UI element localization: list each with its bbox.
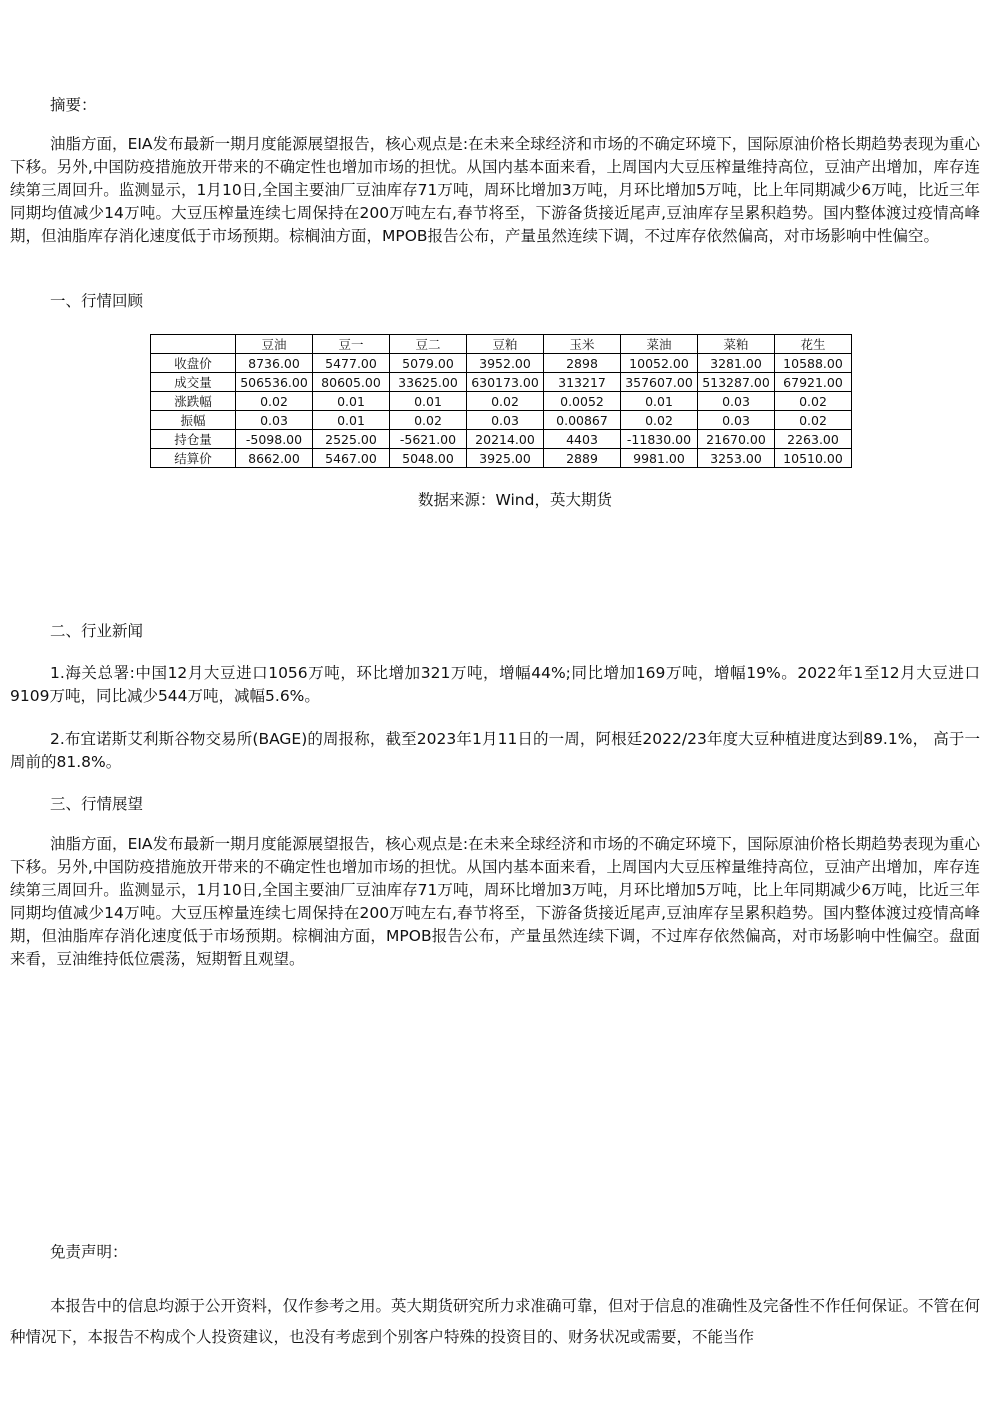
- table-row-label: 振幅: [151, 411, 236, 430]
- table-row: [151, 354, 852, 373]
- table-cell: 0.01: [621, 392, 698, 411]
- news-item-2: 2.布宜诺斯艾利斯谷物交易所(BAGE)的周报称，截至2023年1月11日的一周，阿根廷2022/23年度大豆种植进度达到89.1%， 高于一周前的81.8%。: [10, 730, 980, 771]
- table-cell: 2898: [544, 354, 621, 373]
- table-cell: 33625.00: [390, 373, 467, 392]
- table-cell: -11830.00: [621, 430, 698, 449]
- table-cell: 8662.00: [236, 449, 313, 468]
- table-row: [151, 449, 852, 468]
- table-cell: 357607.00: [621, 373, 698, 392]
- table-row: [151, 392, 852, 411]
- table-cell: 0.01: [313, 411, 390, 430]
- table-cell: 630173.00: [467, 373, 544, 392]
- table-column-header: 豆一: [313, 335, 390, 354]
- table-cell: 5079.00: [390, 354, 467, 373]
- summary-paragraph: 油脂方面，EIA发布最新一期月度能源展望报告，核心观点是:在未来全球经济和市场的不确定环境下，国际原油价格长期趋势表现为重心下移。另外,中国防疫措施放开带来的不确定性也增加市场的担忧。从国内基本面来看，上周国内大豆压榨量维持高位，豆油产出增加，库存连续第三周回升。监测显示，1月10日,全国主要油厂豆油库存71万吨，周环比增加3万吨，月环比增加5万吨，比上年同期减少6万吨，比近三年同期均值减少14万吨。大豆压榨量连续七周保持在200万吨左右,春节将至，下游备货接近尾声,豆油库存呈累积趋势。国内整体渡过疫情高峰期，但油脂库存消化速度低于市场预期。棕榈油方面，MPOB报告公布，产量虽然连续下调，不过库存依然偏高，对市场影响中性偏空。: [10, 135, 980, 245]
- table-cell: 10588.00: [775, 354, 852, 373]
- outlook-paragraph: 油脂方面，EIA发布最新一期月度能源展望报告，核心观点是:在未来全球经济和市场的不确定环境下，国际原油价格长期趋势表现为重心下移。另外,中国防疫措施放开带来的不确定性也增加市场的担忧。从国内基本面来看，上周国内大豆压榨量维持高位，豆油产出增加，库存连续第三周回升。监测显示，1月10日,全国主要油厂豆油库存71万吨，周环比增加3万吨，月环比增加5万吨，比上年同期减少6万吨，比近三年同期均值减少14万吨。大豆压榨量连续七周保持在200万吨左右,春节将至，下游备货接近尾声,豆油库存呈累积趋势。国内整体渡过疫情高峰期，但油脂库存消化速度低于市场预期。棕榈油方面，MPOB报告公布，产量虽然连续下调，不过库存依然偏高，对市场影响中性偏空。盘面来看，豆油维持低位震荡，短期暂且观望。: [10, 835, 980, 968]
- table-cell: 0.02: [236, 392, 313, 411]
- market-review-heading: 一、行情回顾: [50, 292, 144, 310]
- table-cell: 2525.00: [313, 430, 390, 449]
- table-cell: 0.02: [390, 411, 467, 430]
- table-cell: 9981.00: [621, 449, 698, 468]
- table-row-label: 收盘价: [151, 354, 236, 373]
- disclaimer-paragraph: 本报告中的信息均源于公开资料，仅作参考之用。英大期货研究所力求准确可靠，但对于信息的准确性及完备性不作任何保证。不管在何种情况下，本报告不构成个人投资建议，也没有考虑到个别客户特殊的投资目的、财务状况或需要，不能当作: [10, 1297, 981, 1346]
- table-cell: 3281.00: [698, 354, 775, 373]
- news-item-1: 1.海关总署:中国12月大豆进口1056万吨，环比增加321万吨，增幅44%;同比增加169万吨，增幅19%。2022年1至12月大豆进口9109万吨，同比减少544万吨，减幅5.6%。: [10, 664, 980, 705]
- table-cell: 0.02: [775, 411, 852, 430]
- table-column-header: 豆二: [390, 335, 467, 354]
- table-cell: 0.03: [236, 411, 313, 430]
- table-row-label: 涨跌幅: [151, 392, 236, 411]
- data-source-note: 数据来源：Wind，英大期货: [418, 491, 612, 509]
- table-cell: 10052.00: [621, 354, 698, 373]
- table-cell: 3952.00: [467, 354, 544, 373]
- table-cell: 0.01: [390, 392, 467, 411]
- table-cell: 0.0052: [544, 392, 621, 411]
- table-cell: -5098.00: [236, 430, 313, 449]
- table-row-label: 持仓量: [151, 430, 236, 449]
- table-cell: 2263.00: [775, 430, 852, 449]
- disclaimer-heading: 免责声明：: [50, 1243, 128, 1261]
- table-cell: -5621.00: [390, 430, 467, 449]
- outlook-heading: 三、行情展望: [50, 795, 144, 813]
- market-data-table: [150, 334, 852, 468]
- industry-news-heading: 二、行业新闻: [50, 622, 144, 640]
- table-column-header: 菜粕: [698, 335, 775, 354]
- table-cell: 513287.00: [698, 373, 775, 392]
- table-cell: 80605.00: [313, 373, 390, 392]
- table-row: [151, 411, 852, 430]
- table-cell: 5477.00: [313, 354, 390, 373]
- table-column-header: 豆油: [236, 335, 313, 354]
- table-header-row: [151, 335, 852, 354]
- table-cell: 506536.00: [236, 373, 313, 392]
- table-cell: 5467.00: [313, 449, 390, 468]
- table-cell: 0.03: [698, 411, 775, 430]
- summary-heading: 摘要：: [50, 96, 97, 114]
- table-cell: 0.00867: [544, 411, 621, 430]
- table-column-header: 菜油: [621, 335, 698, 354]
- table-cell: 3253.00: [698, 449, 775, 468]
- table-row-label: 成交量: [151, 373, 236, 392]
- table-row-label: 结算价: [151, 449, 236, 468]
- table-cell: 0.02: [621, 411, 698, 430]
- table-cell: 2889: [544, 449, 621, 468]
- table-row: [151, 373, 852, 392]
- table-cell: 0.02: [467, 392, 544, 411]
- table-cell: 21670.00: [698, 430, 775, 449]
- table-column-header: 玉米: [544, 335, 621, 354]
- table-corner-cell: [151, 335, 236, 354]
- table-cell: 67921.00: [775, 373, 852, 392]
- table-row: [151, 430, 852, 449]
- table-cell: 8736.00: [236, 354, 313, 373]
- table-cell: 3925.00: [467, 449, 544, 468]
- table-cell: 0.02: [775, 392, 852, 411]
- table-cell: 313217: [544, 373, 621, 392]
- table-cell: 5048.00: [390, 449, 467, 468]
- table-cell: 10510.00: [775, 449, 852, 468]
- table-cell: 20214.00: [467, 430, 544, 449]
- table-column-header: 豆粕: [467, 335, 544, 354]
- table-cell: 0.03: [698, 392, 775, 411]
- table-cell: 4403: [544, 430, 621, 449]
- table-cell: 0.03: [467, 411, 544, 430]
- table-column-header: 花生: [775, 335, 852, 354]
- table-cell: 0.01: [313, 392, 390, 411]
